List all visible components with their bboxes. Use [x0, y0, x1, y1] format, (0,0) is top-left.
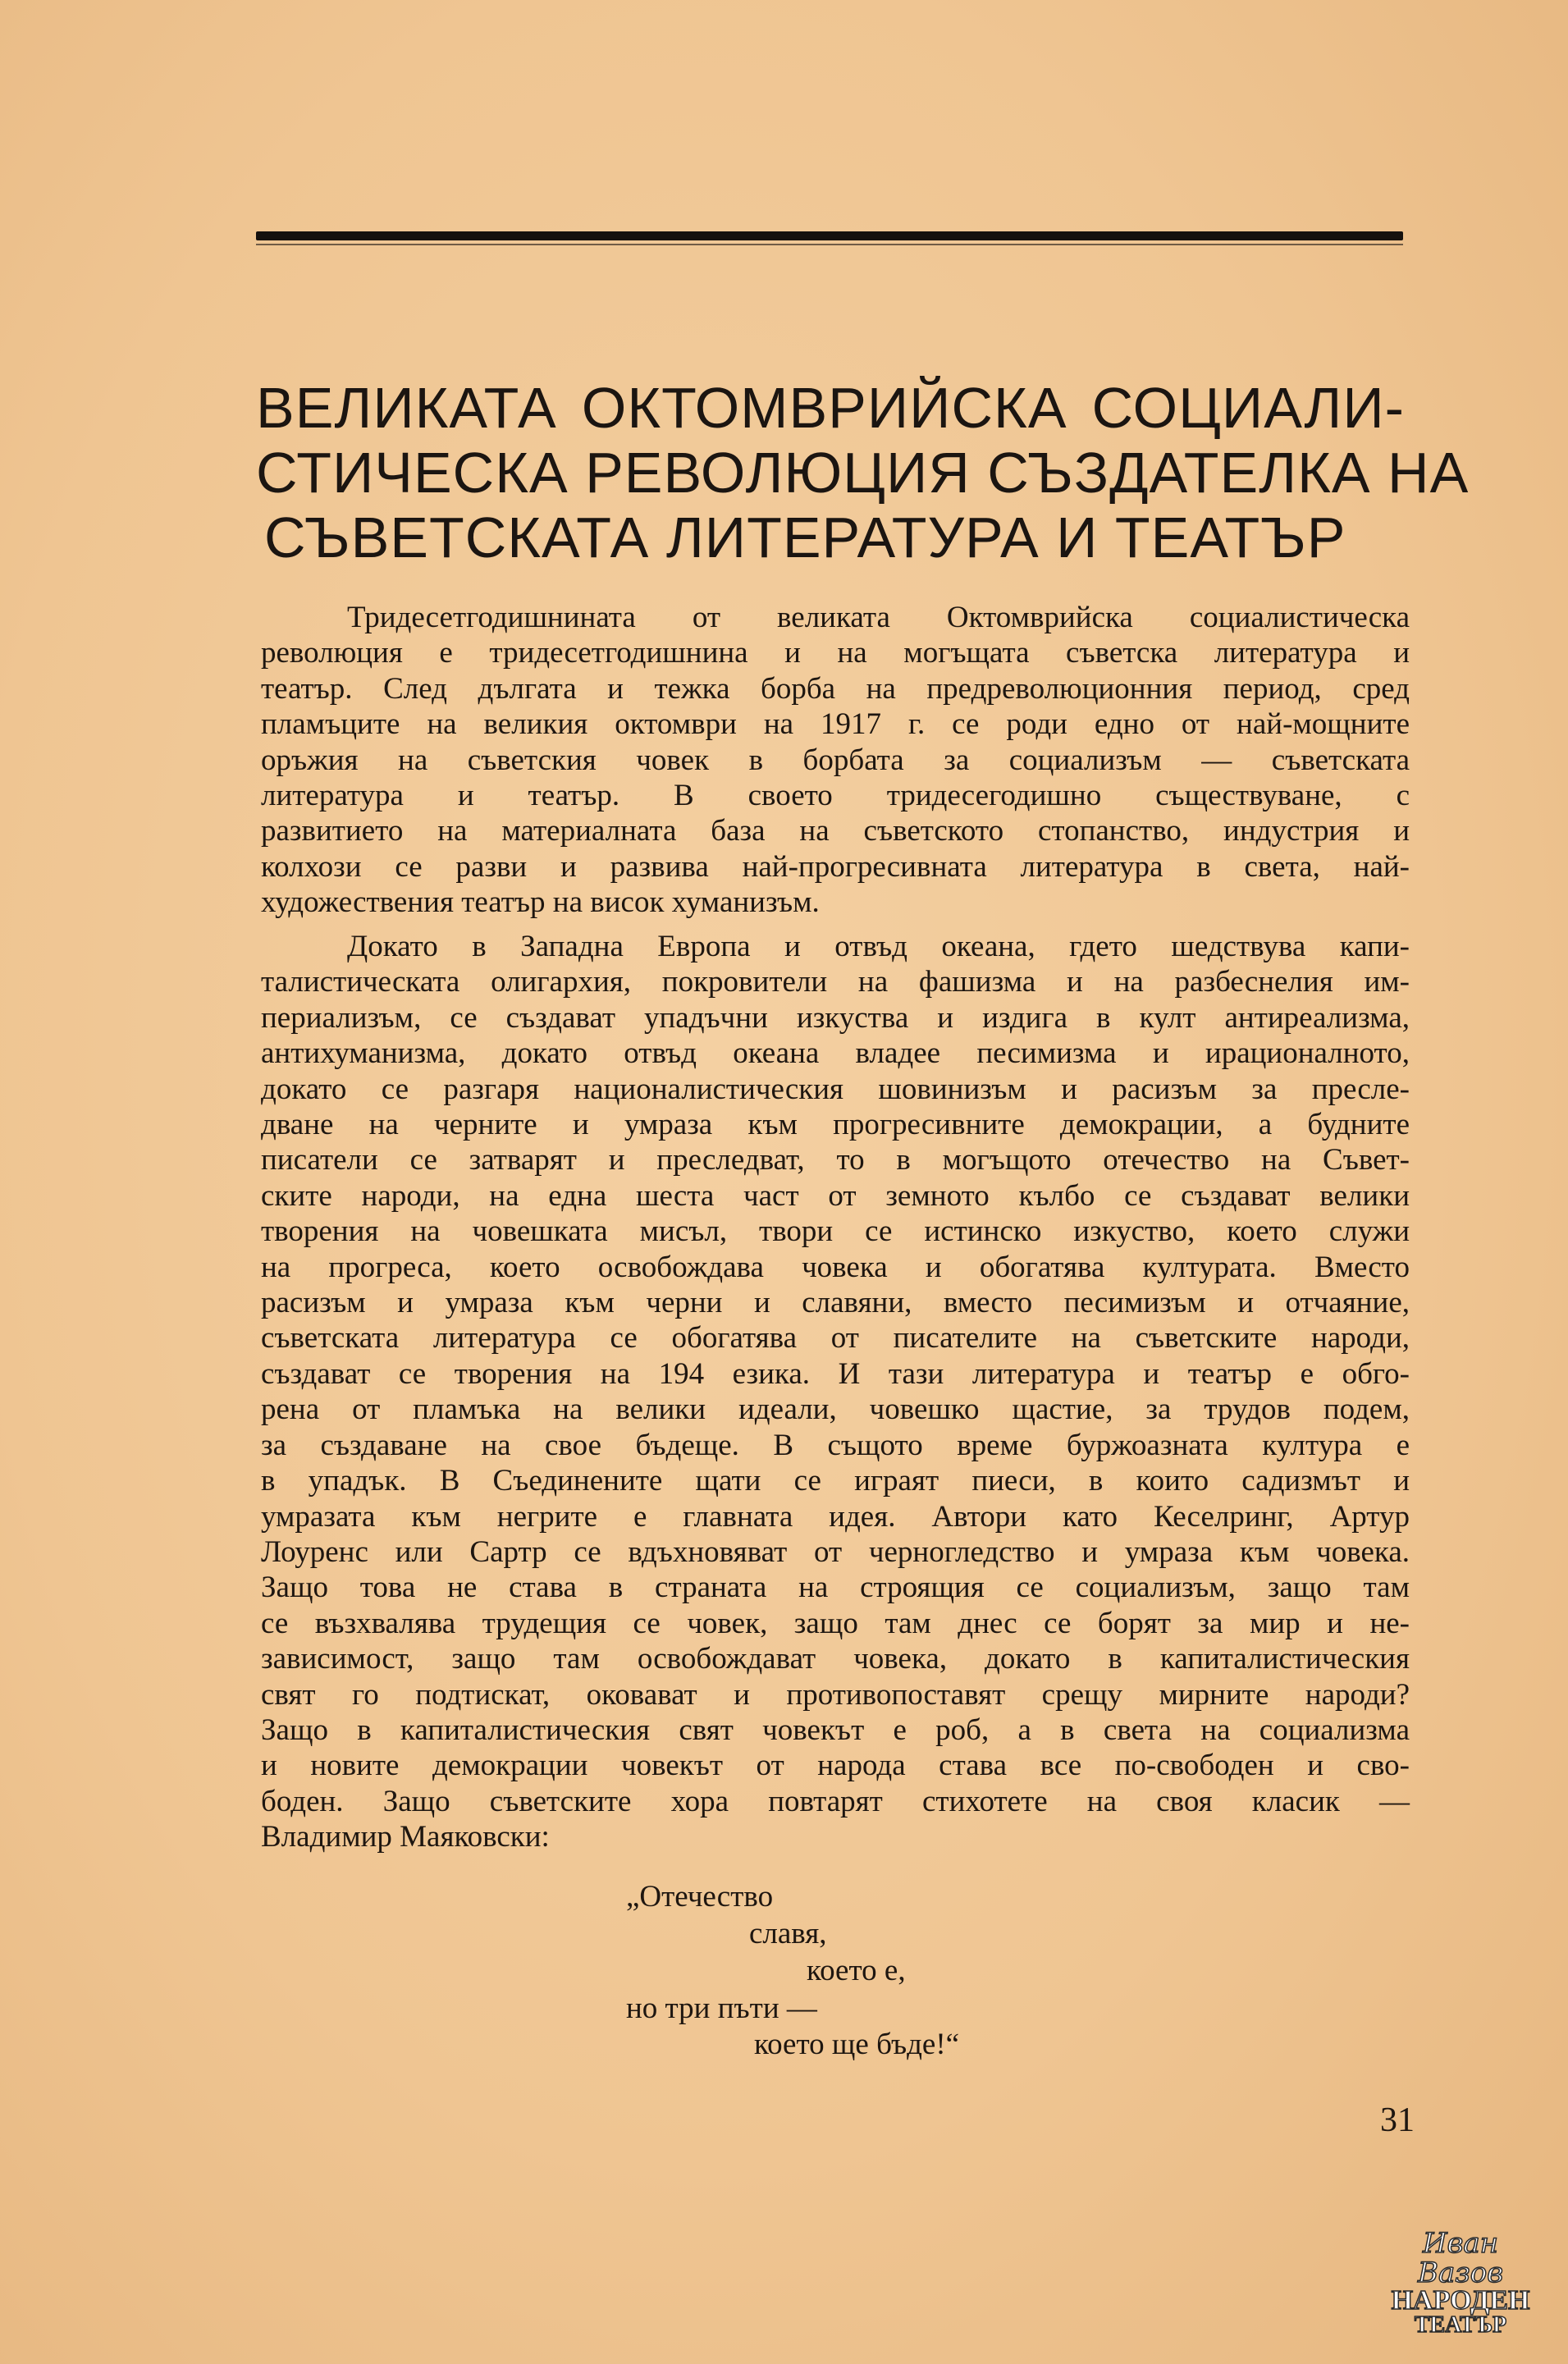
- text-line: развитието на материалната база на съветското стопанство, индустрия и: [261, 814, 1410, 848]
- logo-line-1: НАРОДЕН: [1391, 2285, 1530, 2316]
- text-line: антихуманизма, докато отвъд океана владее песимизма и ирационалното,: [261, 1036, 1410, 1071]
- text-line: боден. Защо съветските хора повтарят стихотете на своя класик —: [261, 1784, 1410, 1818]
- poem-line: което е,: [807, 1954, 906, 1987]
- text-line: Владимир Маяковски:: [261, 1820, 550, 1854]
- text-line: ските народи, на една шеста част от земното кълбо се създават велики: [261, 1178, 1410, 1213]
- text-line: Тридесетгодишнината от великата Октомврийска социалистическа: [347, 601, 1410, 634]
- text-line: Докато в Западна Европа и отвъд океана, гдето шедствува капи-: [347, 930, 1410, 963]
- text-line: свят го подтискат, оковават и противопоставят срещу мирните народи?: [261, 1677, 1410, 1712]
- text-line: на прогреса, което освобождава човека и обогатява културата. Вместо: [261, 1250, 1410, 1284]
- article-title: [256, 376, 1470, 570]
- logo-signature: Иван Вазов: [1417, 2227, 1504, 2289]
- text-line: и новите демокрации човекът от народа става все по-свободен и сво-: [261, 1749, 1410, 1783]
- text-line: художествения театър на висок хуманизъм.: [261, 885, 820, 920]
- logo-line-2: ТЕАТЪР: [1414, 2312, 1507, 2338]
- text-line: периализъм, се създават упадъчни изкуства и издига в култ антиреализма,: [261, 1000, 1410, 1035]
- page-number: 31: [1380, 2101, 1415, 2139]
- text-line: за създаване на свое бъдеще. В същото време буржоазната култура е: [261, 1428, 1410, 1462]
- text-line: умразата към негрите е главната идея. Автори като Кеселринг, Артур: [261, 1499, 1410, 1534]
- text-line: оръжия на съветския човек в борбата за социализъм — съветската: [261, 743, 1410, 777]
- text-line: писатели се затварят и преследват, то в могъщото отечество на Съвет-: [261, 1143, 1410, 1177]
- text-line: пламъците на великия октомври на 1917 г. се роди едно от най-мощните: [261, 707, 1410, 742]
- header-rule: [256, 231, 1403, 240]
- text-line: талистическата олигархия, покровители на фашизма и на разбеснелия им-: [261, 965, 1410, 999]
- poem-line: „Отечество: [626, 1880, 774, 1914]
- text-line: революция е тридесетгодишнина и на могъщата съветска литература и: [261, 636, 1410, 670]
- title-line: СЪВЕТСКАТА ЛИТЕРАТУРА И ТЕАТЪР: [264, 505, 1346, 569]
- text-line: се възхвалява трудещия се човек, защо там днес се борят за мир и не-: [261, 1606, 1410, 1640]
- title-line: ВЕЛИКАТА ОКТОМВРИЙСКА СОЦИАЛИ-: [256, 376, 1405, 440]
- header-rule-thin: [256, 244, 1403, 245]
- poem-line: но три пъти —: [626, 1991, 817, 2025]
- text-line: Защо в капиталистическия свят човекът е роб, а в света на социализма: [261, 1712, 1410, 1747]
- text-line: театър. След дългата и тежка борба на предреволюционния период, сред: [261, 671, 1410, 706]
- poem-line: което ще бъде!“: [754, 2028, 960, 2061]
- text-line: съветската литература се обогатява от писателите на съветските народи,: [261, 1321, 1410, 1356]
- text-line: Лоуренс или Сартр се вдъхновяват от черногледство и умраза към човека.: [261, 1534, 1410, 1569]
- text-line: рена от пламъка на велики идеали, човешко щастие, за трудов подем,: [261, 1392, 1410, 1427]
- text-line: Защо това не става в страната на строящия се социализъм, защо там: [261, 1571, 1410, 1605]
- poem-line: славя,: [749, 1917, 827, 1950]
- text-line: в упадък. В Съединените щати се играят пиеси, в които садизмът и: [261, 1464, 1410, 1498]
- national-theatre-logo: [1387, 2229, 1534, 2337]
- text-line: творения на човешката мисъл, твори се истинско изкуство, което служи: [261, 1214, 1410, 1249]
- text-line: зависимост, защо там освобождават човека, докато в капиталистическия: [261, 1642, 1410, 1676]
- paragraph-1: [261, 600, 1410, 921]
- title-line: СТИЧЕСКА РЕВОЛЮЦИЯ СЪЗДАТЕЛКА НА: [256, 441, 1470, 505]
- text-line: колхози се разви и развива най-прогресивната литература в света, най-: [261, 849, 1410, 884]
- paragraph-2: [261, 929, 1410, 1855]
- text-line: литература и театър. В своето тридесегодишно съществуване, с: [261, 779, 1410, 813]
- text-line: расизъм и умраза към черни и славяни, вместо песимизъм и отчаяние,: [261, 1286, 1410, 1320]
- text-line: докато се разгаря националистическия шовинизъм и расизъм за пресле-: [261, 1072, 1410, 1106]
- text-line: създават се творения на 194 езика. И тази литература и театър е обго-: [261, 1356, 1410, 1391]
- text-line: дване на черните и умраза към прогресивните демокрации, а будните: [261, 1108, 1410, 1142]
